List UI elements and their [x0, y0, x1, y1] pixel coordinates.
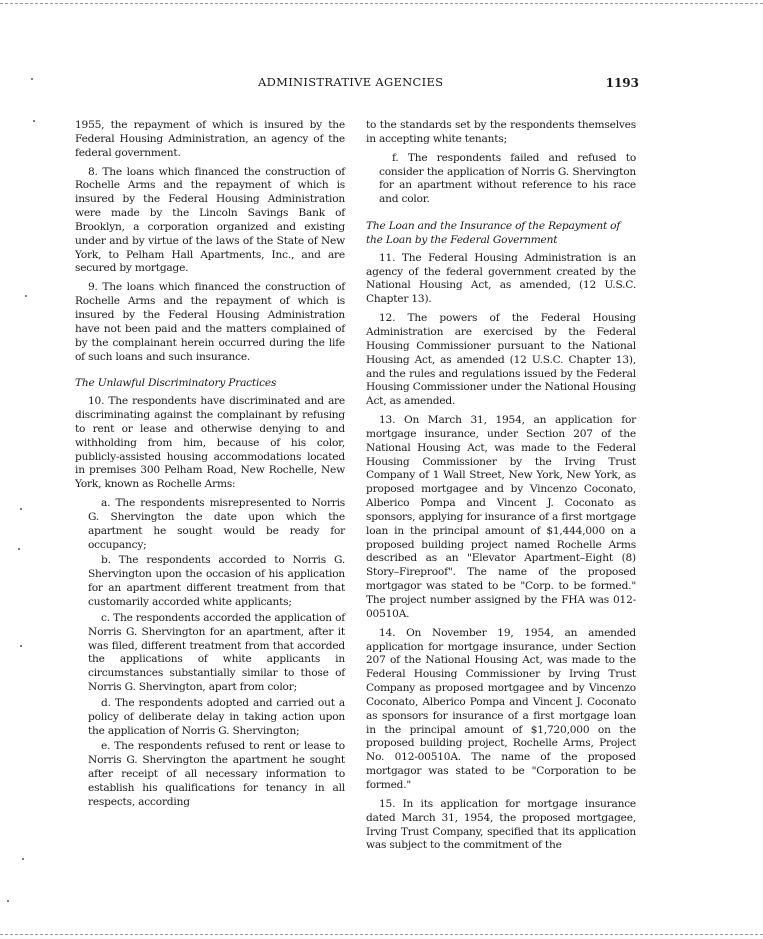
top-scan-border [0, 3, 763, 4]
paragraph-15: 15. In its application for mortgage insurance dated March 31, 1954, the proposed mortgagee, Irving Trust Company, specified that its application was subject to the commitment of the [366, 797, 636, 852]
bottom-scan-border [0, 934, 763, 935]
section-heading-loan-insurance: The Loan and the Insurance of the Repayment of the Loan by the Federal Government [366, 220, 621, 246]
paragraph-12: 12. The powers of the Federal Housing Administration are exercised by the Federal Housing Commissioner pursuant to the National Housing Act, as amended (12 U.S.C. Chapter 13), and the rules and regulations issued by the Federal Housing Commissioner under the National Housing Act, as amended. [366, 312, 636, 408]
scan-speck [20, 645, 22, 647]
scan-speck [25, 295, 27, 297]
subparagraph-d: d. The respondents adopted and carried out a policy of deliberate delay in taking action upon the application of Norris G. Shervington; [88, 696, 345, 737]
subparagraph-c: c. The respondents accorded the application of Norris G. Shervington for an apartment, after it was filed, different treatment from that accorded the applications of white applicants in circumstances substantially similar to those of Norris G. Shervington, apart from color; [88, 611, 345, 694]
paragraph-14: 14. On November 19, 1954, an amended application for mortgage insurance, under Section 207 of the National Housing Act, was made to the Federal Housing Commissioner by Irving Trust Company as proposed mortgagee and by Vincenzo Coconato, Alberico Pompa and Vincent J. Coconato as sponsors for insurance of a first mortgage loan in the principal amount of $1,720,000 on the proposed building project, Rochelle Arms, Project No. 012-00510A. The name of the proposed mortgagor was stated to be "Corporation to be formed." [366, 626, 636, 791]
scan-speck [20, 508, 22, 510]
paragraph-continued: to the standards set by the respondents themselves in accepting white tenants; [366, 119, 636, 145]
scan-speck [22, 858, 24, 860]
paragraph-10: 10. The respondents have discriminated and are discriminating against the complainant by refusing to rent or lease and otherwise denying to and withholding from him, because of his color, publicly-assisted housing accommodations located in premises 300 Pelham Road, New Rochelle, New York, known as Rochelle Arms: [75, 395, 345, 491]
running-head: ADMINISTRATIVE AGENCIES [258, 75, 444, 89]
subparagraph-a: a. The respondents misrepresented to Norris G. Shervington the date upon which the apartment he sought would be ready for occupancy; [88, 497, 345, 551]
paragraph-8: 8. The loans which financed the construction of Rochelle Arms and the repayment of which is insured by the Federal Housing Administration were made by the Lincoln Savings Bank of Brooklyn, a corporation organized and existing under and by virtue of the laws of the State of New York, to Pelham Hall Apartments, Inc., and are secured by mortgage. [75, 165, 345, 275]
scan-speck [31, 78, 33, 80]
left-column [75, 119, 345, 812]
right-column [366, 119, 636, 858]
scan-speck [33, 120, 35, 122]
paragraph-13: 13. On March 31, 1954, an application for mortgage insurance, under Section 207 of the National Housing Act, was made to the Federal Housing Commissioner by the Irving Trust Company of 1 Wall Street, New York, New York, as proposed mortgagee and by Vincenzo Coconato, Alberico Pompa and Vincent J. Coconato as sponsors, applying for insurance of a first mortgage loan in the principal amount of $1,444,000 on a proposed building project named Rochelle Arms described as an "Elevator Apartment–Eight (8) Story–Fireproof". The name of the proposed mortgagor was stated to be "Corp. to be formed." The project number assigned by the FHA was 012-00510A. [366, 414, 636, 620]
scan-speck [18, 548, 20, 550]
subparagraph-e: e. The respondents refused to rent or lease to Norris G. Shervington the apartment he sought after receipt of all necessary information to establish his qualifications for tenancy in all respects, according [88, 740, 345, 808]
section-heading-discriminatory-practices: The Unlawful Discriminatory Practices [75, 377, 277, 390]
paragraph-9: 9. The loans which financed the construction of Rochelle Arms and the repayment of which is insured by the Federal Housing Administration have not been paid and the matters complained of by the complainant herein occurred during the life of such loans and such insurance. [75, 281, 345, 363]
scan-speck [7, 900, 9, 902]
subparagraph-b: b. The respondents accorded to Norris G. Shervington upon the occasion of his application for an apartment different treatment from that customarily accorded white applicants; [88, 554, 345, 608]
subparagraph-f: f. The respondents failed and refused to consider the application of Norris G. Shervington for an apartment without reference to his race and color. [379, 151, 636, 206]
paragraph-11: 11. The Federal Housing Administration is an agency of the federal government created by the National Housing Act, as amended, (12 U.S.C. Chapter 13). [366, 251, 636, 306]
page-number: 1193 [605, 76, 639, 90]
paragraph-continued: 1955, the repayment of which is insured by the Federal Housing Administration, an agency of the federal government. [75, 119, 345, 159]
